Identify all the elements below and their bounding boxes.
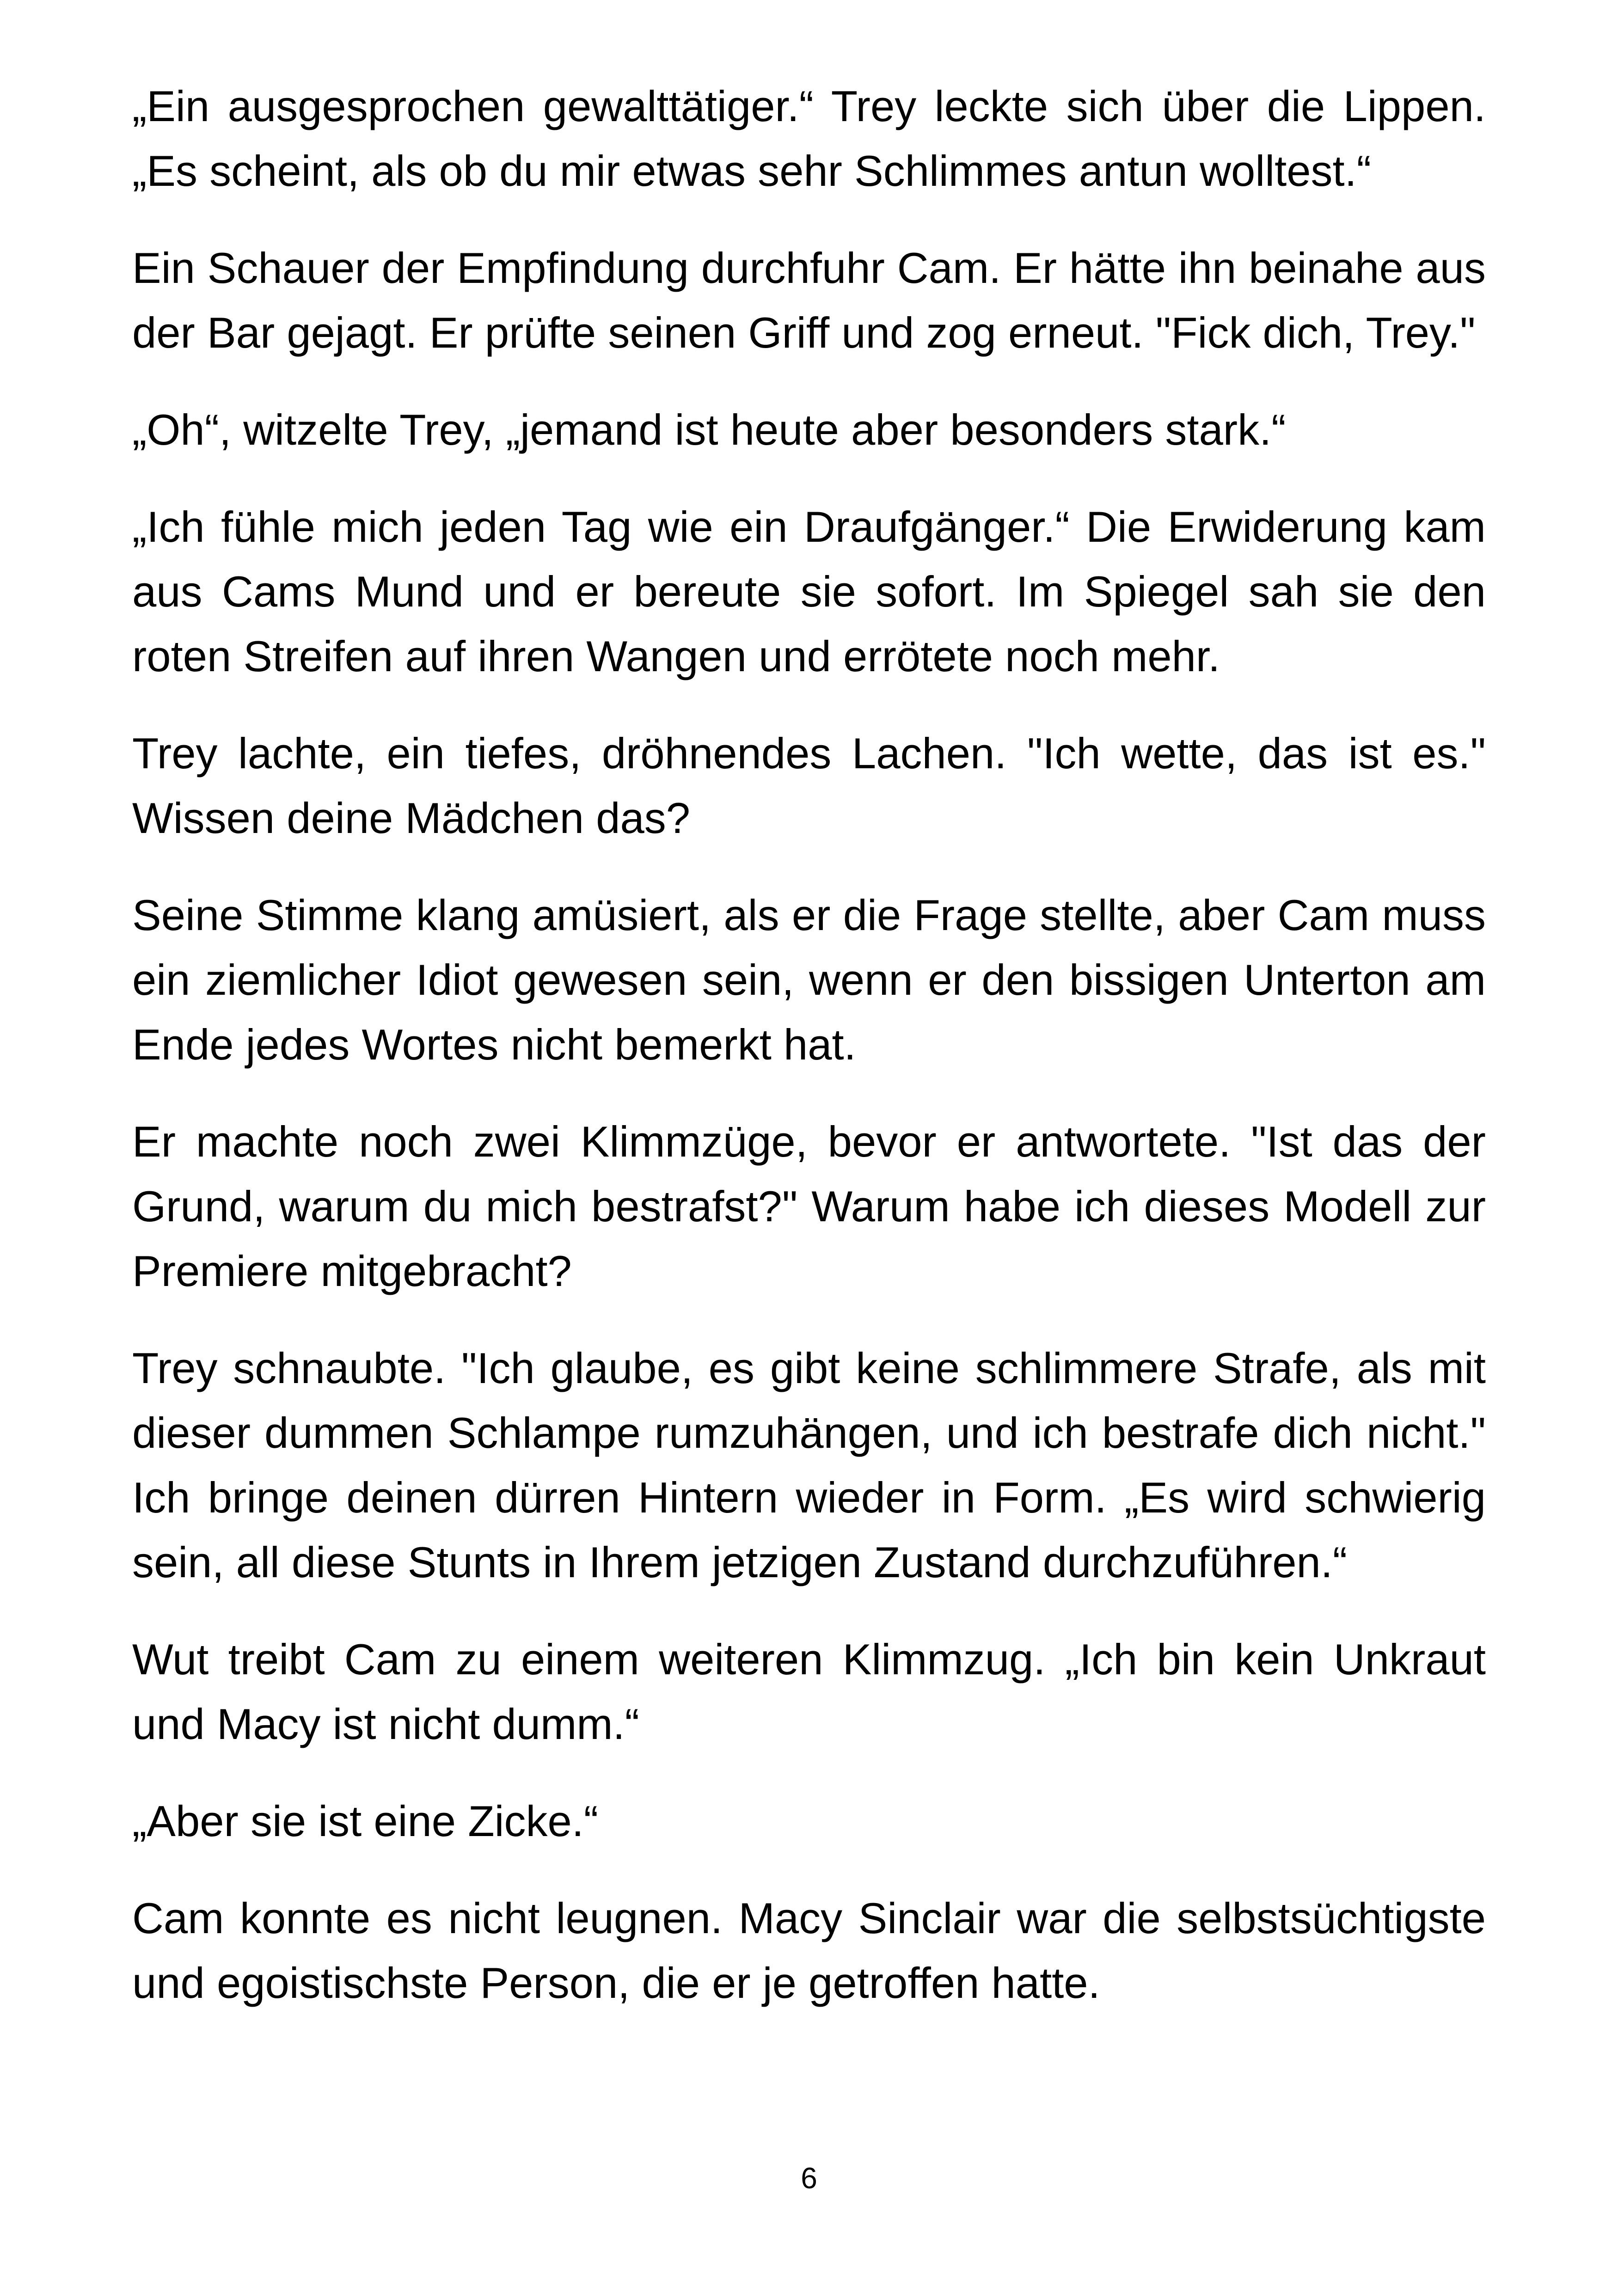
paragraph: Er machte noch zwei Klimmzüge, bevor er antwortete. "Ist das der Grund, warum du mich bestrafst?" Warum habe ich dieses Modell zur Premiere mitgebracht?: [132, 1117, 1486, 1295]
paragraph: Trey lachte, ein tiefes, dröhnendes Lachen. "Ich wette, das ist es." Wissen deine Mädchen das?: [132, 729, 1486, 842]
page-body: [132, 74, 1486, 2048]
paragraph: „Ich fühle mich jeden Tag wie ein Draufgänger.“ Die Erwiderung kam aus Cams Mund und er bereute sie sofort. Im Spiegel sah sie den roten Streifen auf ihren Wangen und errötete noch mehr.: [132, 502, 1486, 680]
paragraph: „Ein ausgesprochen gewalttätiger.“ Trey leckte sich über die Lippen. „Es scheint, als ob du mir etwas sehr Schlimmes antun wolltest.“: [132, 82, 1486, 195]
paragraph: Cam konnte es nicht leugnen. Macy Sinclair war die selbstsüchtigste und egoistischste Person, die er je getroffen hatte.: [132, 1894, 1486, 2007]
paragraph: „Oh“, witzelte Trey, „jemand ist heute aber besonders stark.“: [132, 405, 1286, 454]
paragraph: Wut treibt Cam zu einem weiteren Klimmzug. „Ich bin kein Unkraut und Macy ist nicht dumm.“: [132, 1635, 1486, 1748]
paragraph: Seine Stimme klang amüsiert, als er die Frage stellte, aber Cam muss ein ziemlicher Idiot gewesen sein, wenn er den bissigen Unterton am Ende jedes Wortes nicht bemerkt hat.: [132, 891, 1486, 1069]
page-number: 6: [801, 2161, 817, 2195]
paragraph: Trey schnaubte. "Ich glaube, es gibt keine schlimmere Strafe, als mit dieser dummen Schlampe rumzuhängen, und ich bestrafe dich nicht." Ich bringe deinen dürren Hintern wieder in Form. „Es wird schwierig sein, all diese Stunts in Ihrem jetzigen Zustand durchzuführen.“: [132, 1344, 1486, 1586]
paragraph: Ein Schauer der Empfindung durchfuhr Cam. Er hätte ihn beinahe aus der Bar gejagt. Er prüfte seinen Griff und zog erneut. "Fick dich, Trey.": [132, 244, 1486, 357]
paragraph: „Aber sie ist eine Zicke.“: [132, 1797, 599, 1845]
